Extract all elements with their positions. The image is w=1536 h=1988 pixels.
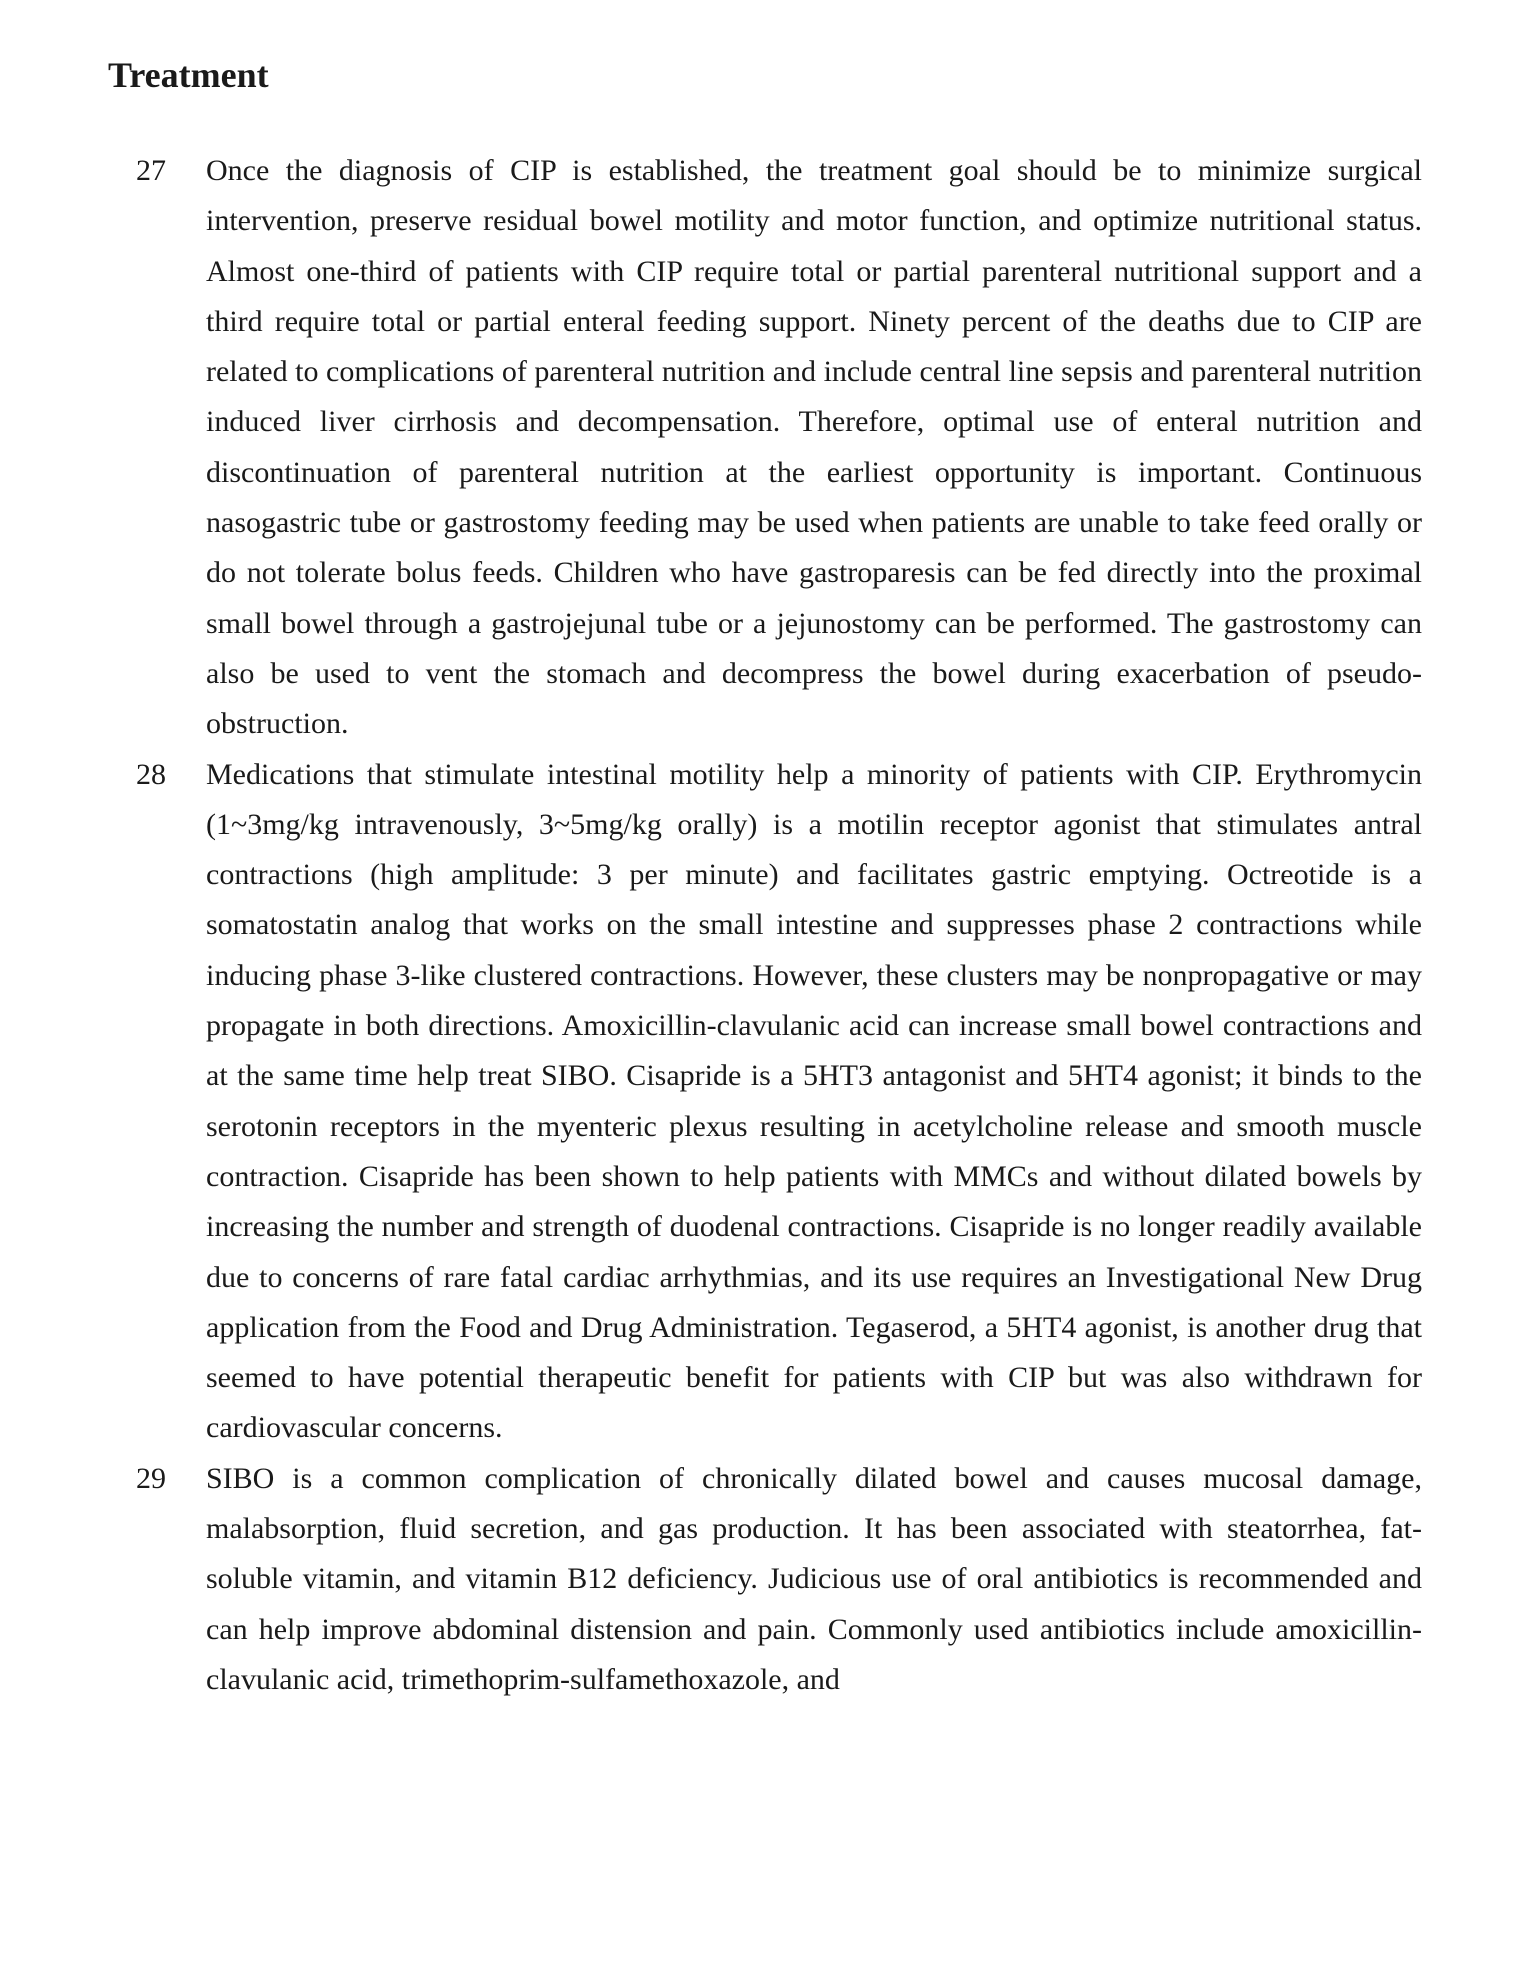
paragraph-28 <box>136 750 1422 1454</box>
paragraph-list <box>136 146 1422 1705</box>
paragraph-text: Once the diagnosis of CIP is established, the treatment goal should be to minimize surgical intervention, preserve residual bowel motility and motor function, and optimize nutritional status. Almost one-third of patients with CIP require total or partial parenteral nutritional support and a third require total or partial enteral feeding support. Ninety percent of the deaths due to CIP are related to complications of parenteral nutrition and include central line sepsis and parenteral nutrition induced liver cirrhosis and decompensation. Therefore, optimal use of enteral nutrition and discontinuation of parenteral nutrition at the earliest opportunity is important. Continuous nasogastric tube or gastrostomy feeding may be used when patients are unable to take feed orally or do not tolerate bolus feeds. Children who have gastroparesis can be fed directly into the proximal small bowel through a gastrojejunal tube or a jejunostomy can be performed. The gastrostomy can also be used to vent the stomach and decompress the bowel during exacerbation of pseudo-obstruction. <box>206 154 1422 741</box>
paragraph-text: SIBO is a common complication of chronically dilated bowel and causes mucosal damage, malabsorption, fluid secretion, and gas production. It has been associated with steatorrhea, fat-soluble vitamin, and vitamin B12 deficiency. Judicious use of oral antibiotics is recommended and can help improve abdominal distension and pain. Commonly used antibiotics include amoxicillin-clavulanic acid, trimethoprim-sulfamethoxazole, and <box>206 1461 1422 1696</box>
paragraph-29 <box>136 1454 1422 1705</box>
paragraph-number: 28 <box>136 757 166 791</box>
section-heading: Treatment <box>108 55 269 95</box>
paragraph-number: 27 <box>136 154 166 187</box>
paragraph-text: Medications that stimulate intestinal motility help a minority of patients with CIP. Erythromycin (1~3mg/kg intravenously, 3~5mg/kg orally) is a motilin receptor agonist that stimulates antral contractions (high amplitude: 3 per minute) and facilitates gastric emptying. Octreotide is a somatostatin analog that works on the small intestine and suppresses phase 2 contractions while inducing phase 3-like clustered contractions. However, these clusters may be nonpropagative or may propagate in both directions. Amoxicillin-clavulanic acid can increase small bowel contractions and at the same time help treat SIBO. Cisapride is a 5HT3 antagonist and 5HT4 agonist; it binds to the serotonin receptors in the myenteric plexus resulting in acetylcholine release and smooth muscle contraction. Cisapride has been shown to help patients with MMCs and without dilated bowels by increasing the number and strength of duodenal contractions. Cisapride is no longer readily available due to concerns of rare fatal cardiac arrhythmias, and its use requires an Investigational New Drug application from the Food and Drug Administration. Tegaserod, a 5HT4 agonist, is another drug that seemed to have potential therapeutic benefit for patients with CIP but was also withdrawn for cardiovascular concerns. <box>206 757 1422 1445</box>
paragraph-number: 29 <box>136 1461 166 1495</box>
paragraph-27 <box>136 146 1422 750</box>
